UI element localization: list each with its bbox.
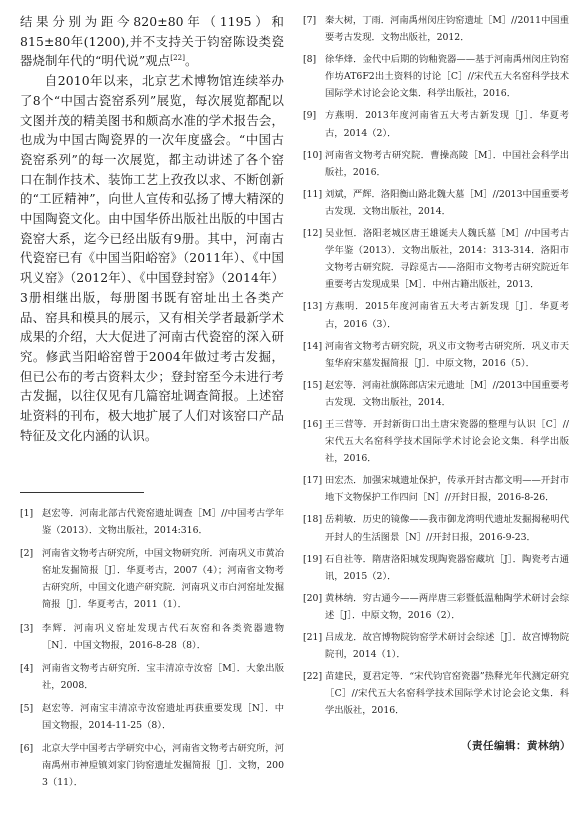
reference-item	[303, 590, 569, 624]
reference-text: 河南省文物考古研究院，巩义市文物考古研究所．巩义市天玺华府宋墓发掘简报［J］．中原文物，2016（5）．	[325, 340, 569, 369]
reference-list-left	[20, 505, 284, 797]
reference-item	[303, 668, 569, 719]
paragraph-1-text: 结果分别为距今820±80年（1195）和815±80年(1200),并不支持关于钧窑陈设类瓷器烧制年代的“明代说”观点	[20, 14, 284, 69]
reference-text: 黄林纳．穷古通今——两岸唐三彩暨低温釉陶学术研讨会综述［J］．中原文物，2016（2）．	[325, 592, 569, 621]
citation-marker[interactable]: [22]	[170, 54, 186, 63]
reference-number: [14]	[303, 340, 323, 352]
reference-item	[303, 186, 569, 220]
reference-text: 吕成龙．故宫博物院钧窑学术研讨会综述［J］．故宫博物院院刊，2014（1）．	[325, 632, 569, 661]
reference-item	[303, 147, 569, 181]
reference-item	[303, 416, 569, 467]
reference-number: [22]	[303, 671, 323, 683]
paragraph-1-end: 。	[185, 53, 198, 69]
reference-item	[303, 298, 569, 332]
reference-text: 岳莉敏．历史的镜像——我市御龙湾明代遗址发掘揭秘明代开封人的生活图景［N］//开封日报，2016-9-23．	[325, 514, 569, 543]
reference-item	[303, 472, 569, 506]
reference-text: 秦大树，丁雨．河南禹州闵庄钧窑遗址［M］//2011中国重要考古发现．文物出版社，2012．	[325, 15, 569, 44]
reference-item	[303, 338, 569, 372]
reference-number: [7]	[303, 15, 317, 26]
reference-item	[303, 377, 569, 411]
reference-number: [12]	[303, 228, 323, 240]
reference-item	[303, 107, 569, 141]
reference-text: 河南省文物考古研究所．宝丰清凉寺汝窑［M］．大象出版社，2008．	[42, 662, 284, 691]
reference-item	[20, 505, 284, 539]
reference-text: 方燕明．2015年度河南省五大考古新发现［J］．华夏考古，2016（3）．	[325, 301, 569, 330]
reference-item	[20, 740, 284, 791]
reference-item	[303, 629, 569, 663]
reference-item	[20, 700, 284, 734]
reference-number: [13]	[303, 301, 323, 313]
reference-item	[303, 225, 569, 293]
reference-number: [20]	[303, 592, 323, 604]
article-body	[20, 12, 284, 445]
reference-number: [6]	[20, 743, 34, 755]
reference-item	[20, 620, 284, 654]
paragraph-2: 自2010年以来，北京艺术博物馆连续举办了8个“中国古瓷窑系列”展览，每次展览都配以文图并茂的精美图书和颇高水准的学术报告会，也成为中国古陶瓷界的一次年度盛会。“中国古瓷窑系列”的每一次展览，都主动讲述了各个窑口在制作技术、装饰工艺上孜孜以求、不断创新的“工匠精神”，向世人宣传和弘扬了博大精深的中国陶瓷文化。由中国华侨出版社出版的中国古瓷窑大系，迄今已经出版有9册。其中，河南古代瓷窑已有《中国当阳峪窑》（2011年）、《中国巩义窑》（2012年）、《中国登封窑》（2014年）3册相继出版，每册图书既有窑址出土各类产品、窑具和模具的展示，又有相关学者最新学术成果的介绍，大大促进了河南古代瓷窑的深入研究。修武当阳峪窑曾于2004年做过考古发掘，但已公布的考古资料太少；登封窑至今未进行考古发掘，以往仅见有几篇窑址调查简报。上述窑址资料的刊布，极大地扩展了人们对该窑口产品特征及文化内涵的认识。	[20, 73, 284, 443]
reference-text: 徐华烽．金代中后期的钧釉瓷器——基于河南禹州闵庄钧窑作坊AT6F2出土资料的讨论［C］//宋代五大名窑科学技术国际学术讨论会论文集．科学出版社，2016．	[325, 54, 569, 100]
reference-text: 赵宏等．河南北部古代瓷窑遗址调查［M］//中国考古学年鉴（2013）．文物出版社，2014:316．	[42, 508, 284, 537]
reference-number: [3]	[20, 622, 34, 634]
reference-item	[303, 511, 569, 545]
reference-number: [4]	[20, 662, 34, 674]
reference-item	[303, 51, 569, 102]
reference-number: [9]	[303, 110, 317, 122]
reference-item	[20, 545, 284, 613]
reference-number: [1]	[20, 508, 34, 519]
reference-text: 王三营等．开封新街口出土唐宋瓷器的整理与认识［C］//宋代五大名窑科学技术国际学术讨论会论文集．科学出版社，2016．	[325, 418, 569, 465]
reference-item	[303, 551, 569, 585]
reference-number: [8]	[303, 54, 317, 66]
reference-text: 北京大学中国考古学研究中心，河南省文物考古研究所，河南禹州市神垕镇刘家门钧窑遗址发掘简报［J］．文物，2003（11）．	[42, 743, 284, 789]
reference-number: [11]	[303, 188, 323, 200]
reference-text: 赵宏等．河南宝丰清凉寺汝窑遗址再获重要发现［N］．中国文物报，2014-11-25（8）．	[42, 702, 284, 732]
reference-number: [16]	[303, 418, 323, 430]
reference-item	[303, 12, 569, 46]
reference-list-right	[303, 12, 569, 724]
footnote-divider	[20, 492, 144, 493]
reference-text: 田宏杰．加强宋城遗址保护，传承开封古都文明——开封市地下文物保护工作四问［N］//开封日报，2016-8-26．	[325, 475, 569, 504]
reference-text: 赵宏等．河南社旗陈郎店宋元遗址［M］//2013中国重要考古发现．文物出版社，2014．	[325, 379, 569, 408]
reference-text: 苗建民，夏君定等．“宋代钧官窑瓷器”热释光年代测定研究［C］//宋代五大名窑科学技术国际学术讨论会论文集．科学出版社，2016．	[325, 671, 569, 717]
reference-number: [21]	[303, 632, 323, 643]
reference-text: 方燕明．2013年度河南省五大考古新发现［J］．华夏考古，2014（2）．	[325, 110, 569, 139]
editor-note: （责任编辑：黄林纳）	[461, 740, 571, 752]
reference-number: [10]	[303, 149, 323, 161]
reference-text: 河南省文物考古研究所，中国文物研究所．河南巩义市黄冶窑址发掘简报［J］．华夏考古，2007（4）；河南省文物考古研究所，中国文化遗产研究院．河南巩义市白河窑址发掘简报［J］．华夏考古，2011（1）．	[42, 548, 284, 611]
reference-text: 吴业恒．洛阳老城区唐王雄诞夫人魏氏墓［M］//中国考古学年鉴（2013）．文物出版社，2014：313-314．洛阳市文物考古研究院．寻踪觅古——洛阳市文物考古研究院近年重要考古发现成果［M］．中州古籍出版社，2013．	[325, 228, 569, 291]
reference-text: 李辉．河南巩义窑址发现古代石灰窑和各类瓷器遗物［N］．中国文物报，2016-8-28（8）．	[42, 622, 284, 651]
reference-number: [2]	[20, 548, 34, 560]
reference-number: [5]	[20, 702, 34, 714]
reference-number: [19]	[303, 553, 323, 565]
reference-item	[20, 660, 284, 694]
reference-text: 刘斌，严辉．洛阳衡山路北魏大墓［M］//2013中国重要考古发现．文物出版社，2014．	[325, 188, 569, 217]
reference-number: [15]	[303, 379, 323, 391]
reference-text: 河南省文物考古研究院．曹操高陵［M］．中国社会科学出版社，2016．	[325, 149, 569, 178]
paragraph-1	[20, 12, 284, 71]
reference-number: [17]	[303, 475, 323, 487]
reference-number: [18]	[303, 514, 323, 526]
reference-text: 石自社等．隋唐洛阳城发现陶瓷器窑藏坑［J］．陶瓷考古通讯，2015（2）．	[325, 553, 569, 582]
